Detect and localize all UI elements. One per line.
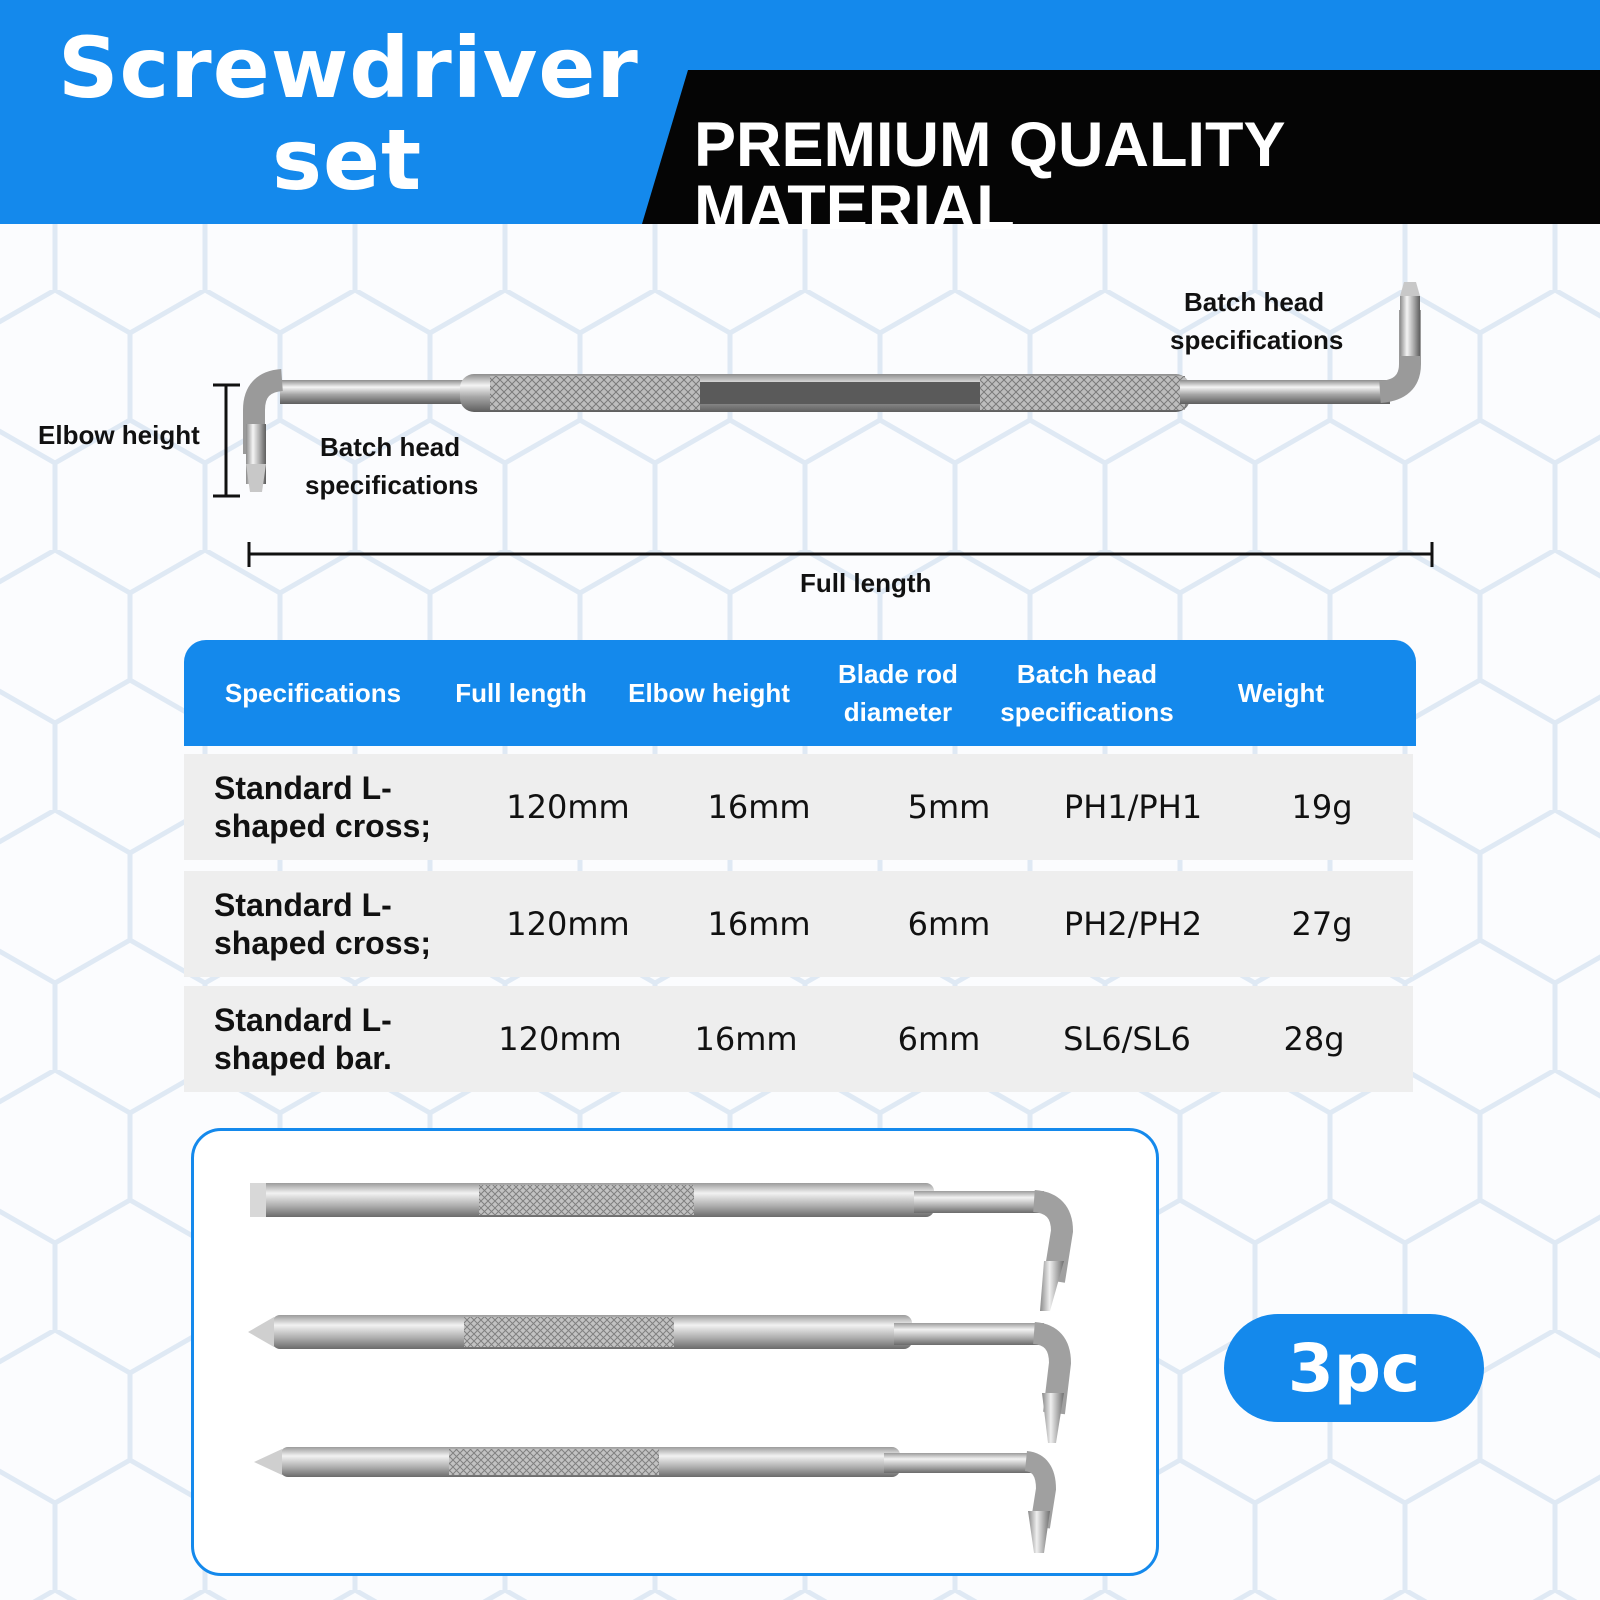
- cell-full-length: 120mm: [506, 905, 630, 943]
- page-title-line-2: set: [272, 111, 423, 209]
- cell-full-length: 120mm: [506, 788, 630, 826]
- cell-weight: 19g: [1291, 788, 1353, 826]
- header-elbow-height: Elbow height: [628, 678, 790, 708]
- quantity-badge-label: 3pc: [1287, 1329, 1421, 1407]
- header-blade-rod-diameter: Blade rod diameter: [838, 659, 958, 727]
- full-length-label: Full length: [800, 568, 932, 598]
- elbow-height-dimension-line: [213, 385, 240, 496]
- elbow-height-label: Elbow height: [38, 420, 200, 450]
- slotted-screwdriver: [250, 1183, 1064, 1311]
- cell-rod-diameter: 5mm: [907, 788, 991, 826]
- header-weight: Weight: [1237, 678, 1325, 708]
- cell-batch-head: SL6/SL6: [1063, 1020, 1191, 1058]
- header-specifications: Specifications: [224, 678, 402, 708]
- table-row: [184, 986, 1413, 1092]
- cell-specification: Standard L- shaped cross;: [214, 770, 431, 844]
- header-full-length: Full length: [455, 678, 587, 708]
- batch-head-label-left-line1: Batch head: [320, 432, 461, 462]
- cell-batch-head: PH2/PH2: [1063, 905, 1203, 943]
- cell-elbow-height: 16mm: [707, 788, 811, 826]
- product-photo-frame: [191, 1128, 1159, 1576]
- cell-weight: 27g: [1291, 905, 1353, 943]
- cell-weight: 28g: [1283, 1020, 1345, 1058]
- cell-full-length: 120mm: [498, 1020, 622, 1058]
- table-row: [184, 754, 1413, 860]
- phillips-screwdriver-small: [254, 1447, 1050, 1553]
- cell-rod-diameter: 6mm: [907, 905, 991, 943]
- table-header-row: [184, 640, 1416, 746]
- three-screwdrivers-photo: [194, 1131, 1156, 1573]
- phillips-screwdriver-large: [248, 1315, 1064, 1443]
- cell-batch-head: PH1/PH1: [1063, 788, 1203, 826]
- page-title-line-1: Screwdriver: [58, 19, 639, 117]
- cell-rod-diameter: 6mm: [897, 1020, 981, 1058]
- cell-elbow-height: 16mm: [707, 905, 811, 943]
- header-batch-head-specifications: Batch head specifications: [1000, 659, 1174, 727]
- cell-specification: Standard L- shaped cross;: [214, 887, 431, 961]
- cell-specification: Standard L- shaped bar.: [214, 1002, 392, 1076]
- table-row: [184, 871, 1413, 977]
- batch-head-label-right-line2: specifications: [1170, 325, 1344, 355]
- specifications-table: [184, 640, 1416, 1076]
- cell-elbow-height: 16mm: [694, 1020, 798, 1058]
- batch-head-label-right-line1: Batch head: [1184, 287, 1325, 317]
- batch-head-label-left-line2: specifications: [305, 470, 479, 500]
- subtitle-banner-text: PREMIUM QUALITY MATERIAL: [694, 110, 1285, 243]
- quantity-badge: [1224, 1314, 1484, 1422]
